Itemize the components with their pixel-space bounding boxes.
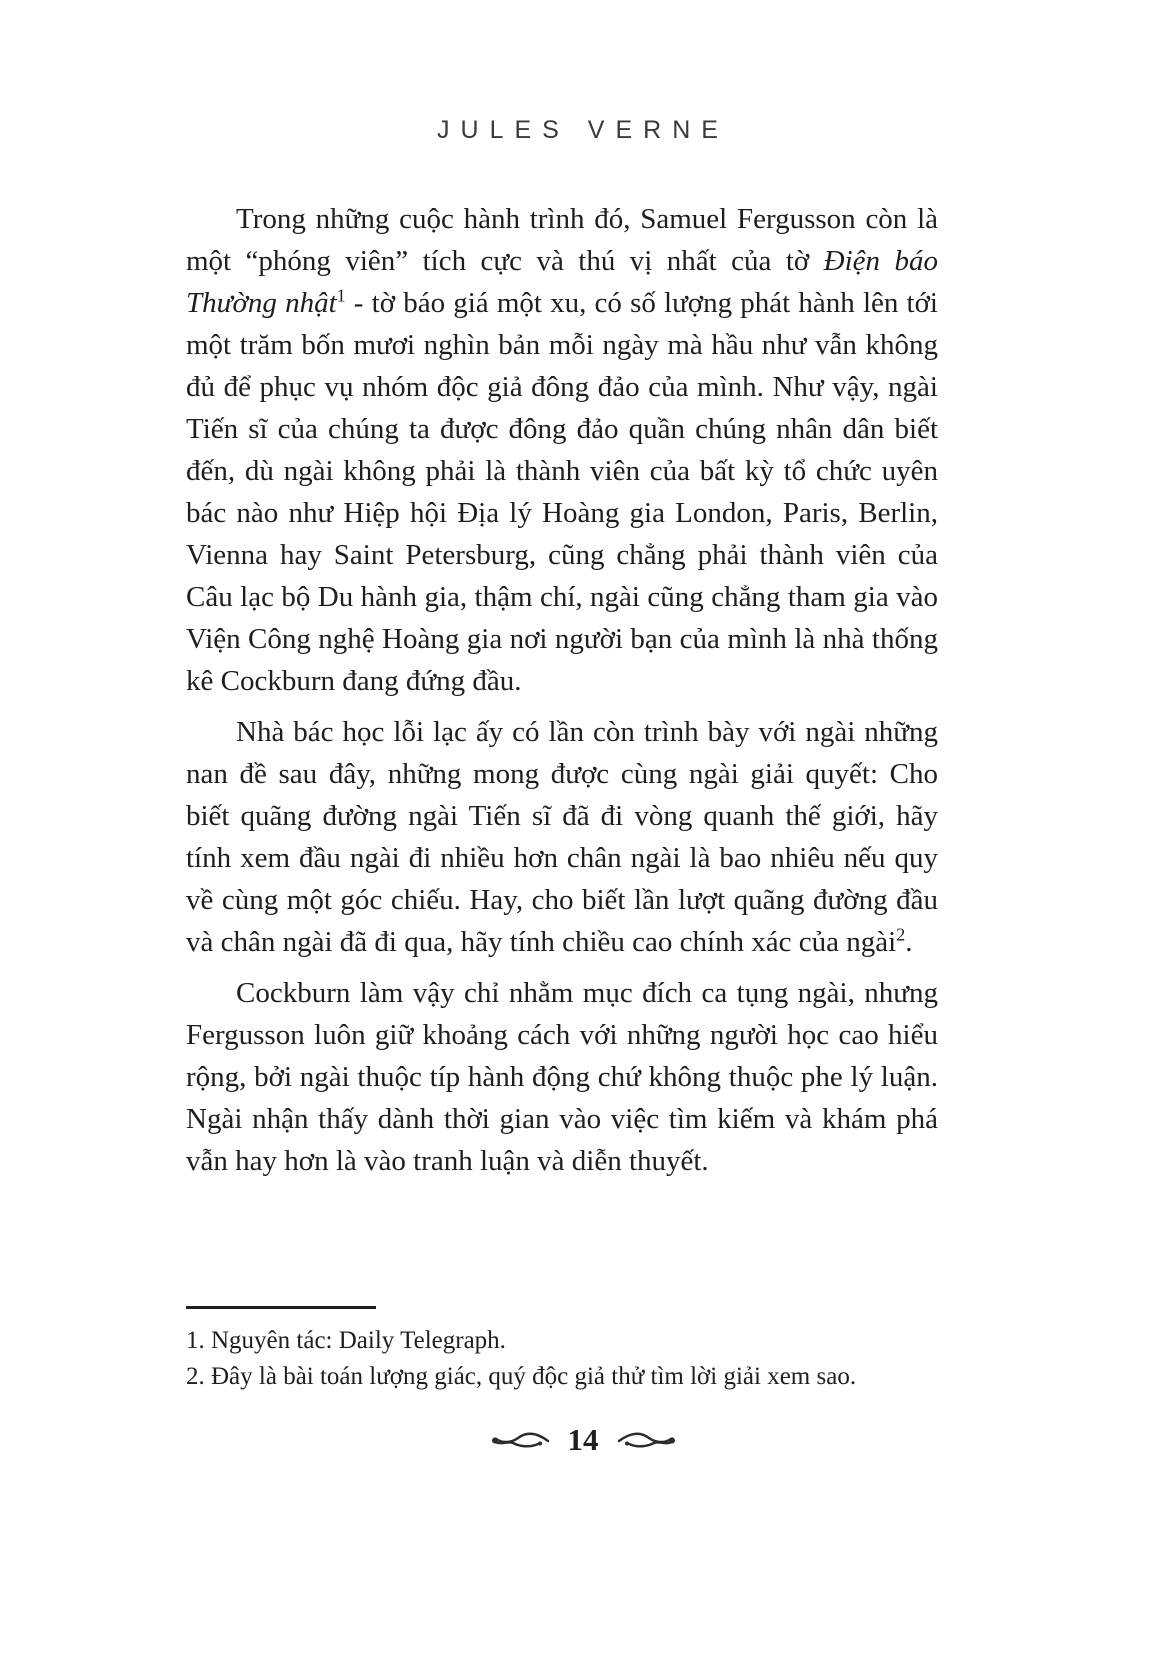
paragraph: Nhà bác học lỗi lạc ấy có lần còn trình bày với ngài những nan đề sau đây, những mong được cùng ngài giải quyết: Cho biết quãng đường ngài Tiến sĩ đã đi vòng quanh thế giới, hãy tính xem đầu ngài đi nhiều hơn chân ngài là bao nhiêu nếu quy về cùng một góc chiếu. Hay, cho biết lần lượt quãng đường đầu và chân ngài đã đi qua, hãy tính chiều cao chính xác của ngài$^2$.: [186, 716, 938, 958]
paragraph: Cockburn làm vậy chỉ nhằm mục đích ca tụng ngài, nhưng Fergusson luôn giữ khoảng cách với những người học cao hiểu rộng, bởi ngài thuộc típ hành động chứ không thuộc phe lý luận. Ngài nhận thấy dành thời gian vào việc tìm kiếm và khám phá vẫn hay hơn là vào tranh luận và diễn thuyết.: [186, 977, 938, 1177]
page-number: 14: [567, 1422, 599, 1457]
flourish-left-icon: [488, 1428, 550, 1452]
footnote-divider: [186, 1306, 376, 1309]
page-footer: [0, 1422, 1166, 1458]
body-text: [186, 198, 938, 1191]
running-head: JULES VERNE: [437, 116, 729, 144]
paragraph: Trong những cuộc hành trình đó, Samuel Fergusson còn là một “phóng viên” tích cực và thú vị nhất của tờ Điện báo Thường nhật$^1$ - tờ báo giá một xu, có số lượng phát hành lên tới một trăm bốn mươi nghìn bản mỗi ngày mà hầu như vẫn không đủ để phục vụ nhóm độc giả đông đảo của mình. Như vậy, ngài Tiến sĩ của chúng ta được đông đảo quần chúng nhân dân biết đến, dù ngài không phải là thành viên của bất kỳ tổ chức uyên bác nào như Hiệp hội Địa lý Hoàng gia London, Paris, Berlin, Vienna hay Saint Petersburg, cũng chẳng phải thành viên của Câu lạc bộ Du hành gia, thậm chí, ngài cũng chẳng tham gia vào Viện Công nghệ Hoàng gia nơi người bạn của mình là nhà thống kê Cockburn đang đứng đầu.: [186, 203, 938, 697]
footnote: 2. Đây là bài toán lượng giác, quý độc giả thử tìm lời giải xem sao.: [186, 1363, 857, 1390]
footnotes: [186, 1323, 938, 1395]
footnote-block: [186, 1306, 938, 1395]
flourish-right-icon: [617, 1428, 679, 1452]
footnote: 1. Nguyên tác: Daily Telegraph.: [186, 1327, 506, 1354]
